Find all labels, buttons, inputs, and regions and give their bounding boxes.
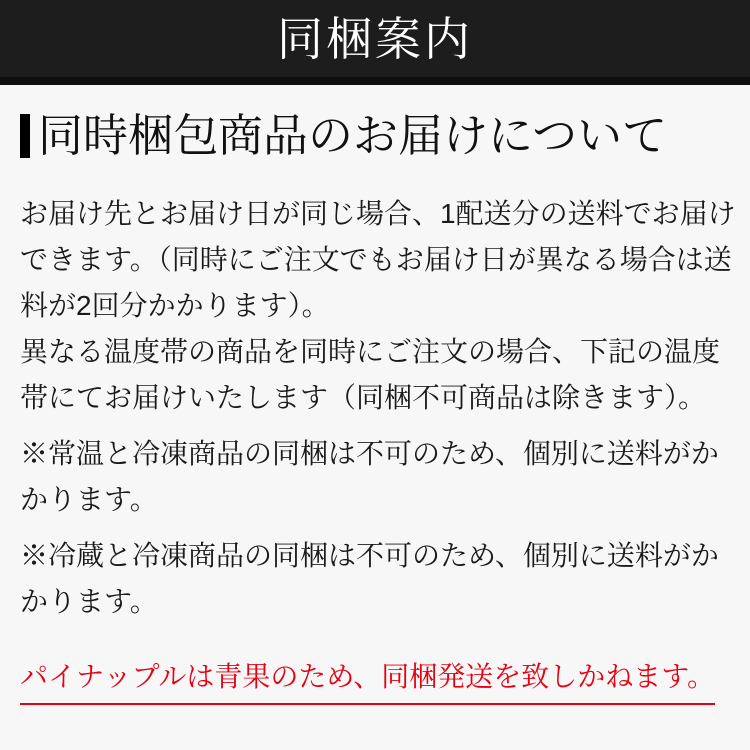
note-line: ※常温と冷凍商品の同梱は不可のため、個別に送料がか xyxy=(20,437,719,469)
note-chilled-frozen xyxy=(20,533,730,625)
heading-accent-bar xyxy=(20,114,30,158)
intro-line: 料が2回分かかります）。 xyxy=(20,289,330,321)
intro-line: 帯にてお届けいたします（同梱不可商品は除きます）。 xyxy=(20,381,707,413)
header-bar xyxy=(0,0,750,85)
pineapple-warning-text: パイナップルは青果のため、同梱発送を致しかねます。 xyxy=(20,657,715,705)
intro-line: お届け先とお届け日が同じ場合、1配送分の送料でお届け xyxy=(20,197,736,229)
pineapple-warning-block xyxy=(20,657,730,705)
intro-line: できます。（同時にご注文でもお届け日が異なる場合は送 xyxy=(20,243,732,275)
intro-paragraph xyxy=(20,191,736,421)
page-title: 同梱案内 xyxy=(277,12,473,65)
section-heading: 同時梱包商品のお届けについて xyxy=(38,110,668,161)
content-area xyxy=(0,111,750,705)
note-line: かります。 xyxy=(20,585,158,617)
intro-line: 異なる温度帯の商品を同時にご注文の場合、下記の温度 xyxy=(20,335,721,367)
note-line: ※冷蔵と冷凍商品の同梱は不可のため、個別に送料がか xyxy=(20,539,719,571)
note-line: かります。 xyxy=(20,483,158,515)
section-heading-row xyxy=(20,111,730,161)
note-room-temperature-frozen xyxy=(20,431,730,523)
